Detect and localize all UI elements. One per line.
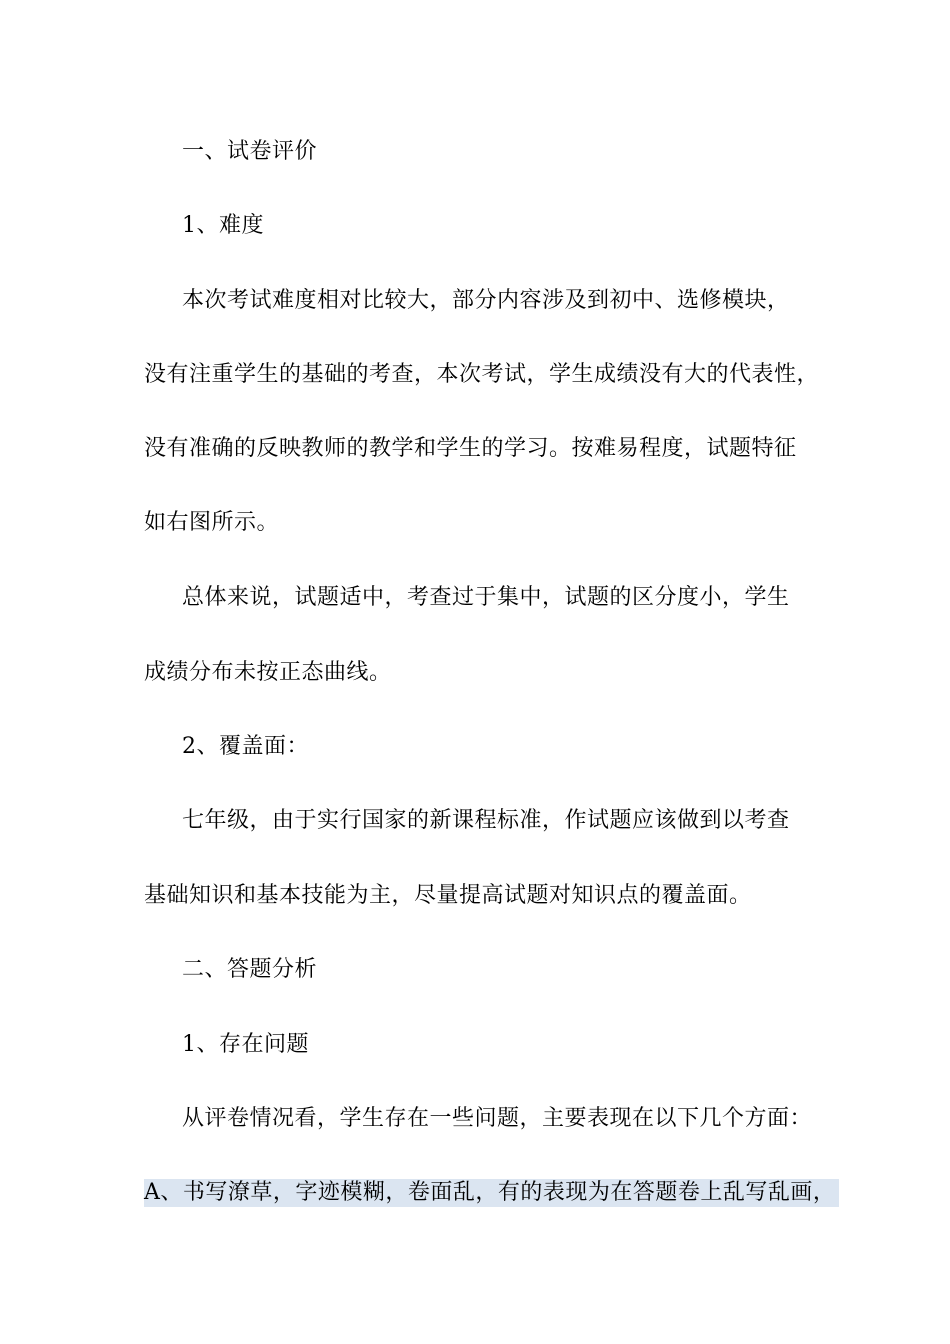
subheading-existing-problems: 1、存在问题 bbox=[182, 1032, 309, 1057]
section-heading-paper-evaluation: 一、试卷评价 bbox=[182, 139, 318, 164]
paragraph-line: 总体来说，试题适中，考查过于集中，试题的区分度小，学生 bbox=[182, 585, 790, 610]
paragraph-line: 基础知识和基本技能为主，尽量提高试题对知识点的覆盖面。 bbox=[144, 883, 752, 908]
paragraph-line: 从评卷情况看，学生存在一些问题，主要表现在以下几个方面： bbox=[182, 1106, 813, 1131]
highlighted-selection-line[interactable]: A、书写潦草，字迹模糊，卷面乱，有的表现为在答题卷上乱写乱画， bbox=[144, 1179, 839, 1207]
section-heading-answer-analysis: 二、答题分析 bbox=[182, 957, 318, 982]
paragraph-line: 成绩分布未按正态曲线。 bbox=[144, 660, 392, 685]
subheading-difficulty: 1、难度 bbox=[182, 213, 264, 238]
paragraph-line: 没有注重学生的基础的考查，本次考试，学生成绩没有大的代表性， bbox=[144, 362, 820, 387]
paragraph-line: 七年级，由于实行国家的新课程标准，作试题应该做到以考查 bbox=[182, 808, 790, 833]
subheading-coverage: 2、覆盖面： bbox=[182, 734, 309, 759]
paragraph-line: 没有准确的反映教师的教学和学生的学习。按难易程度，试题特征 bbox=[144, 436, 797, 461]
paragraph-line: 本次考试难度相对比较大，部分内容涉及到初中、选修模块， bbox=[182, 288, 790, 313]
paragraph-line: 如右图所示。 bbox=[144, 510, 280, 535]
